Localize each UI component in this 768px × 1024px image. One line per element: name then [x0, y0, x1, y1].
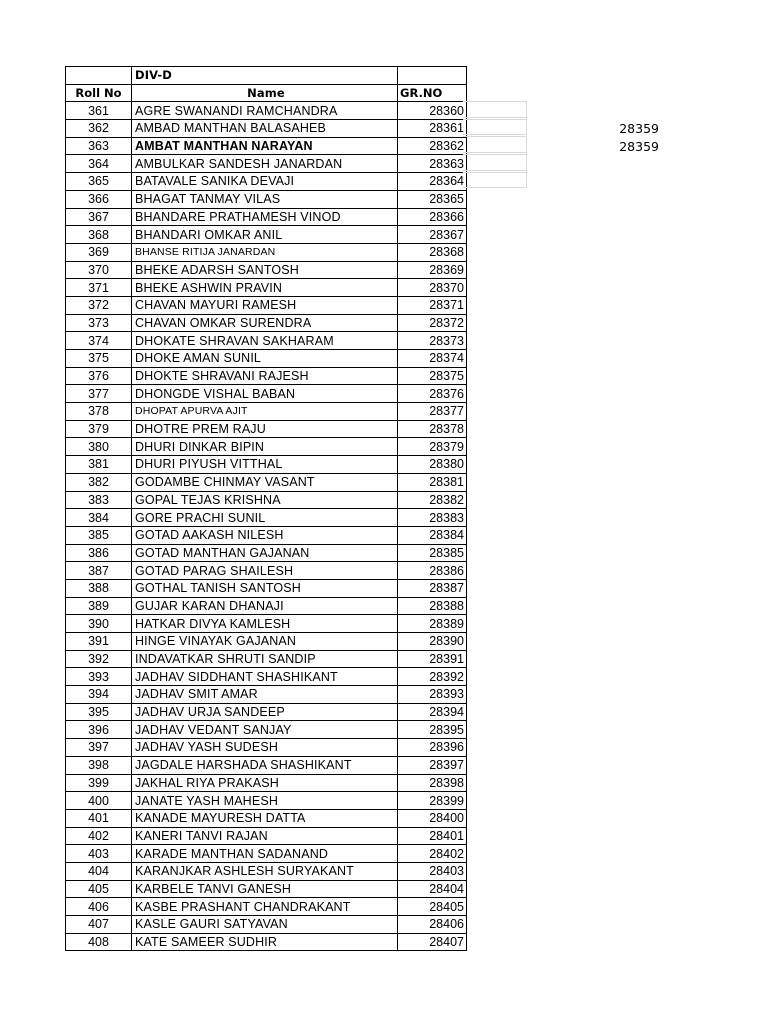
gr-no-cell: 28383 [398, 509, 467, 527]
table-row [66, 845, 467, 863]
gr-no-cell: 28401 [398, 827, 467, 845]
table-row [66, 456, 467, 474]
student-roster-table [65, 66, 467, 951]
table-row [66, 120, 467, 138]
roll-no-cell: 403 [66, 845, 132, 863]
student-name-cell: HATKAR DIVYA KAMLESH [132, 615, 398, 633]
student-name-cell: GOPAL TEJAS KRISHNA [132, 491, 398, 509]
table-row [66, 544, 467, 562]
roll-no-header: Roll No [66, 84, 132, 102]
roll-no-cell: 404 [66, 862, 132, 880]
gr-no-cell: 28367 [398, 226, 467, 244]
roll-no-cell: 393 [66, 668, 132, 686]
table-row [66, 933, 467, 951]
student-name-cell: BHANDARI OMKAR ANIL [132, 226, 398, 244]
gr-no-cell: 28374 [398, 350, 467, 368]
roll-no-cell: 366 [66, 190, 132, 208]
roll-no-cell: 397 [66, 739, 132, 757]
gr-no-cell: 28377 [398, 403, 467, 421]
roll-no-cell: 363 [66, 137, 132, 155]
table-row [66, 173, 467, 191]
student-name-cell: JADHAV SIDDHANT SHASHIKANT [132, 668, 398, 686]
division-row [66, 67, 467, 85]
table-row [66, 526, 467, 544]
gr-no-cell: 28368 [398, 243, 467, 261]
student-name-cell: DHOTRE PREM RAJU [132, 420, 398, 438]
roll-no-cell: 369 [66, 243, 132, 261]
gr-no-cell: 28362 [398, 137, 467, 155]
table-row [66, 633, 467, 651]
roll-no-cell: 379 [66, 420, 132, 438]
student-name-cell: AMBAD MANTHAN BALASAHEB [132, 120, 398, 138]
gr-no-cell: 28403 [398, 862, 467, 880]
table-row [66, 473, 467, 491]
roll-no-cell: 395 [66, 703, 132, 721]
student-name-cell: JADHAV VEDANT SANJAY [132, 721, 398, 739]
roll-no-cell: 371 [66, 279, 132, 297]
gr-no-cell: 28393 [398, 686, 467, 704]
gr-no-cell: 28398 [398, 774, 467, 792]
student-name-cell: JANATE YASH MAHESH [132, 792, 398, 810]
table-row [66, 579, 467, 597]
gr-no-cell: 28361 [398, 120, 467, 138]
student-name-cell: AMBULKAR SANDESH JANARDAN [132, 155, 398, 173]
table-row [66, 367, 467, 385]
student-name-cell: JADHAV SMIT AMAR [132, 686, 398, 704]
table-row [66, 686, 467, 704]
roll-no-cell: 386 [66, 544, 132, 562]
roll-no-cell: 377 [66, 385, 132, 403]
table-row [66, 562, 467, 580]
student-name-cell: INDAVATKAR SHRUTI SANDIP [132, 650, 398, 668]
empty-side-cell [463, 172, 527, 189]
roll-no-cell: 373 [66, 314, 132, 332]
gr-no-cell: 28402 [398, 845, 467, 863]
gr-no-cell: 28386 [398, 562, 467, 580]
table-row [66, 827, 467, 845]
gr-no-header: GR.NO [398, 84, 467, 102]
roll-no-cell: 405 [66, 880, 132, 898]
table-row [66, 296, 467, 314]
table-row [66, 350, 467, 368]
table-row [66, 491, 467, 509]
gr-no-cell: 28390 [398, 633, 467, 651]
roll-no-cell: 400 [66, 792, 132, 810]
table-row [66, 650, 467, 668]
table-row [66, 137, 467, 155]
gr-no-cell: 28392 [398, 668, 467, 686]
student-name-cell: KARADE MANTHAN SADANAND [132, 845, 398, 863]
roll-no-cell: 385 [66, 526, 132, 544]
gr-no-cell: 28384 [398, 526, 467, 544]
table-row [66, 916, 467, 934]
student-name-cell: DHURI DINKAR BIPIN [132, 438, 398, 456]
roll-no-cell: 365 [66, 173, 132, 191]
student-name-cell: AGRE SWANANDI RAMCHANDRA [132, 102, 398, 120]
gr-no-cell: 28391 [398, 650, 467, 668]
student-name-cell: DHONGDE VISHAL BABAN [132, 385, 398, 403]
table-row [66, 226, 467, 244]
empty-side-cell [463, 136, 527, 153]
roll-no-cell: 401 [66, 809, 132, 827]
gr-no-cell: 28373 [398, 332, 467, 350]
roll-no-cell: 384 [66, 509, 132, 527]
table-row [66, 420, 467, 438]
student-name-cell: KASLE GAURI SATYAVAN [132, 916, 398, 934]
table-row [66, 721, 467, 739]
gr-no-cell: 28388 [398, 597, 467, 615]
table-row [66, 102, 467, 120]
roll-no-cell: 364 [66, 155, 132, 173]
gr-no-cell: 28400 [398, 809, 467, 827]
table-row [66, 739, 467, 757]
student-name-cell: GORE PRACHI SUNIL [132, 509, 398, 527]
side-value-cell: 28359 [619, 139, 659, 154]
student-name-cell: JADHAV YASH SUDESH [132, 739, 398, 757]
division-row-roll-cell [66, 67, 132, 85]
student-name-cell: KANADE MAYURESH DATTA [132, 809, 398, 827]
table-row [66, 438, 467, 456]
table-row [66, 190, 467, 208]
roll-no-cell: 408 [66, 933, 132, 951]
gr-no-cell: 28394 [398, 703, 467, 721]
gr-no-cell: 28379 [398, 438, 467, 456]
table-row [66, 880, 467, 898]
table-row [66, 279, 467, 297]
gr-no-cell: 28376 [398, 385, 467, 403]
gr-no-cell: 28405 [398, 898, 467, 916]
roll-no-cell: 374 [66, 332, 132, 350]
gr-no-cell: 28375 [398, 367, 467, 385]
table-row [66, 208, 467, 226]
roll-no-cell: 378 [66, 403, 132, 421]
gr-no-cell: 28369 [398, 261, 467, 279]
gr-no-cell: 28387 [398, 579, 467, 597]
table-row [66, 314, 467, 332]
gr-no-cell: 28381 [398, 473, 467, 491]
student-name-cell: JADHAV URJA SANDEEP [132, 703, 398, 721]
student-name-cell: DHOKTE SHRAVANI RAJESH [132, 367, 398, 385]
gr-no-cell: 28389 [398, 615, 467, 633]
roll-no-cell: 390 [66, 615, 132, 633]
roll-no-cell: 383 [66, 491, 132, 509]
gr-no-cell: 28371 [398, 296, 467, 314]
gr-no-cell: 28372 [398, 314, 467, 332]
student-name-cell: BHANSE RITIJA JANARDAN [132, 243, 398, 261]
gr-no-cell: 28396 [398, 739, 467, 757]
roll-no-cell: 361 [66, 102, 132, 120]
student-name-cell: JAKHAL RIYA PRAKASH [132, 774, 398, 792]
roll-no-cell: 402 [66, 827, 132, 845]
roll-no-cell: 407 [66, 916, 132, 934]
division-row-gr-cell [398, 67, 467, 85]
table-row [66, 155, 467, 173]
table-row [66, 756, 467, 774]
student-name-cell: BHANDARE PRATHAMESH VINOD [132, 208, 398, 226]
gr-no-cell: 28404 [398, 880, 467, 898]
gr-no-cell: 28399 [398, 792, 467, 810]
student-name-cell: GOTAD MANTHAN GAJANAN [132, 544, 398, 562]
table-row [66, 385, 467, 403]
gr-no-cell: 28378 [398, 420, 467, 438]
empty-side-cell [463, 101, 527, 118]
gr-no-cell: 28406 [398, 916, 467, 934]
gr-no-cell: 28395 [398, 721, 467, 739]
roll-no-cell: 382 [66, 473, 132, 491]
roll-no-cell: 392 [66, 650, 132, 668]
student-name-cell: DHOKE AMAN SUNIL [132, 350, 398, 368]
student-name-cell: GOTAD PARAG SHAILESH [132, 562, 398, 580]
student-name-cell: DHOPAT APURVA AJIT [132, 403, 398, 421]
roll-no-cell: 376 [66, 367, 132, 385]
table-row [66, 615, 467, 633]
table-row [66, 332, 467, 350]
roll-no-cell: 388 [66, 579, 132, 597]
table-row [66, 509, 467, 527]
student-name-cell: JAGDALE HARSHADA SHASHIKANT [132, 756, 398, 774]
roll-no-cell: 398 [66, 756, 132, 774]
student-name-cell: KARANJKAR ASHLESH SURYAKANT [132, 862, 398, 880]
student-name-cell: AMBAT MANTHAN NARAYAN [132, 137, 398, 155]
gr-no-cell: 28360 [398, 102, 467, 120]
roll-no-cell: 368 [66, 226, 132, 244]
roll-no-cell: 399 [66, 774, 132, 792]
gr-no-cell: 28385 [398, 544, 467, 562]
table-row [66, 597, 467, 615]
student-name-cell: GOTHAL TANISH SANTOSH [132, 579, 398, 597]
empty-side-cell [463, 154, 527, 171]
student-name-cell: KATE SAMEER SUDHIR [132, 933, 398, 951]
gr-no-cell: 28365 [398, 190, 467, 208]
table-row [66, 898, 467, 916]
roll-no-cell: 389 [66, 597, 132, 615]
table-row [66, 703, 467, 721]
roll-no-cell: 380 [66, 438, 132, 456]
division-label: DIV-D [132, 67, 398, 85]
table-row [66, 243, 467, 261]
table-row [66, 774, 467, 792]
gr-no-cell: 28380 [398, 456, 467, 474]
gr-no-cell: 28370 [398, 279, 467, 297]
student-name-cell: KANERI TANVI RAJAN [132, 827, 398, 845]
student-name-cell: BATAVALE SANIKA DEVAJI [132, 173, 398, 191]
student-name-cell: BHEKE ADARSH SANTOSH [132, 261, 398, 279]
student-name-cell: BHEKE ASHWIN PRAVIN [132, 279, 398, 297]
gr-no-cell: 28364 [398, 173, 467, 191]
roll-no-cell: 370 [66, 261, 132, 279]
table-row [66, 403, 467, 421]
gr-no-cell: 28407 [398, 933, 467, 951]
gr-no-cell: 28366 [398, 208, 467, 226]
empty-side-cell [463, 119, 527, 136]
student-name-cell: HINGE VINAYAK GAJANAN [132, 633, 398, 651]
roll-no-cell: 367 [66, 208, 132, 226]
header-row [66, 84, 467, 102]
student-name-cell: GOTAD AAKASH NILESH [132, 526, 398, 544]
table-row [66, 261, 467, 279]
roll-no-cell: 391 [66, 633, 132, 651]
table-row [66, 668, 467, 686]
table-row [66, 792, 467, 810]
roll-no-cell: 394 [66, 686, 132, 704]
roll-no-cell: 387 [66, 562, 132, 580]
student-name-cell: GUJAR KARAN DHANAJI [132, 597, 398, 615]
roll-no-cell: 406 [66, 898, 132, 916]
table-row [66, 862, 467, 880]
roll-no-cell: 396 [66, 721, 132, 739]
student-name-cell: CHAVAN MAYURI RAMESH [132, 296, 398, 314]
roll-no-cell: 372 [66, 296, 132, 314]
student-name-cell: KASBE PRASHANT CHANDRAKANT [132, 898, 398, 916]
roll-no-cell: 362 [66, 120, 132, 138]
student-name-cell: DHURI PIYUSH VITTHAL [132, 456, 398, 474]
student-name-cell: BHAGAT TANMAY VILAS [132, 190, 398, 208]
student-name-cell: KARBELE TANVI GANESH [132, 880, 398, 898]
table-row [66, 809, 467, 827]
gr-no-cell: 28397 [398, 756, 467, 774]
name-header: Name [132, 84, 398, 102]
gr-no-cell: 28363 [398, 155, 467, 173]
student-name-cell: DHOKATE SHRAVAN SAKHARAM [132, 332, 398, 350]
student-name-cell: CHAVAN OMKAR SURENDRA [132, 314, 398, 332]
student-name-cell: GODAMBE CHINMAY VASANT [132, 473, 398, 491]
gr-no-cell: 28382 [398, 491, 467, 509]
roll-no-cell: 375 [66, 350, 132, 368]
side-value-cell: 28359 [619, 121, 659, 136]
roll-no-cell: 381 [66, 456, 132, 474]
